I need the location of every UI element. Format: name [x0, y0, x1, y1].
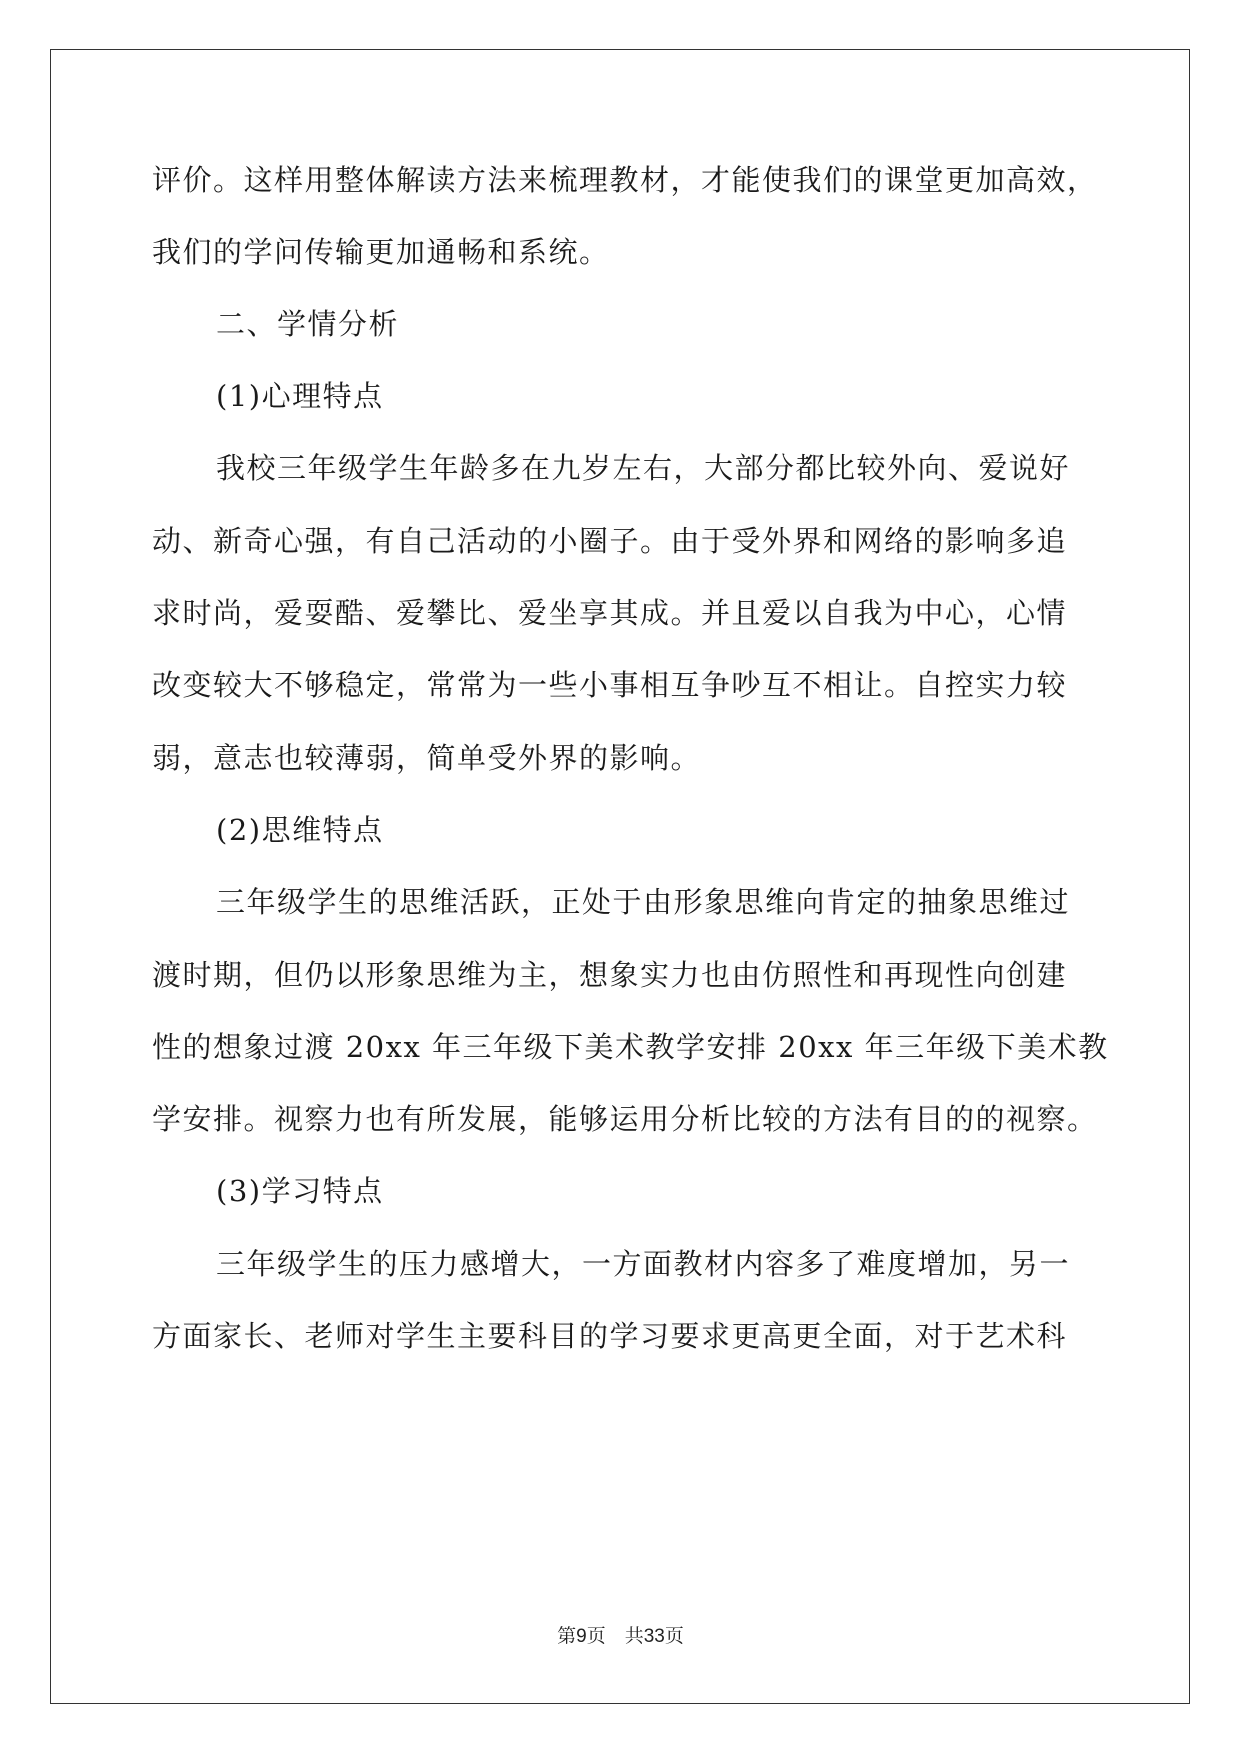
subsection-heading: (1)心理特点 [216, 379, 384, 413]
footer-suffix: 页 [664, 1625, 684, 1647]
body-line: 弱，意志也较薄弱，简单受外界的影响。 [152, 741, 702, 775]
body-line: 我校三年级学生年龄多在九岁左右，大部分都比较外向、爱说好 [216, 451, 1071, 485]
body-line: 求时尚，爱耍酷、爱攀比、爱坐享其成。并且爱以自我为中心，心情 [152, 596, 1068, 630]
body-line: 渡时期，但仍以形象思维为主，想象实力也由仿照性和再现性向创建 [152, 958, 1068, 992]
section-heading: 二、学情分析 [216, 307, 400, 341]
body-line: 方面家长、老师对学生主要科目的学习要求更高更全面，对于艺术科 [152, 1319, 1068, 1353]
footer-mid: 页 共 [586, 1625, 644, 1647]
body-line: 三年级学生的思维活跃，正处于由形象思维向肯定的抽象思维过 [216, 885, 1071, 919]
body-line: 性的想象过渡 20xx 年三年级下美术教学安排 20xx 年三年级下美术教 [152, 1030, 1109, 1064]
page-footer [0, 1623, 1241, 1650]
current-page-number: 9 [576, 1626, 587, 1647]
body-line: 学安排。视察力也有所发展，能够运用分析比较的方法有目的的视察。 [152, 1102, 1098, 1136]
body-line: 评价。这样用整体解读方法来梳理教材，才能使我们的课堂更加高效， [152, 163, 1098, 197]
body-line: 改变较大不够稳定，常常为一些小事相互争吵互不相让。自控实力较 [152, 668, 1068, 702]
subsection-heading: (3)学习特点 [216, 1174, 384, 1208]
body-line: 动、新奇心强，有自己活动的小圈子。由于受外界和网络的影响多追 [152, 524, 1068, 558]
subsection-heading: (2)思维特点 [216, 813, 384, 847]
footer-prefix: 第 [557, 1625, 577, 1647]
total-page-count: 33 [643, 1626, 665, 1647]
body-line: 我们的学问传输更加通畅和系统。 [152, 235, 610, 269]
body-line: 三年级学生的压力感增大，一方面教材内容多了难度增加，另一 [216, 1247, 1071, 1281]
page-border [50, 49, 1190, 1704]
